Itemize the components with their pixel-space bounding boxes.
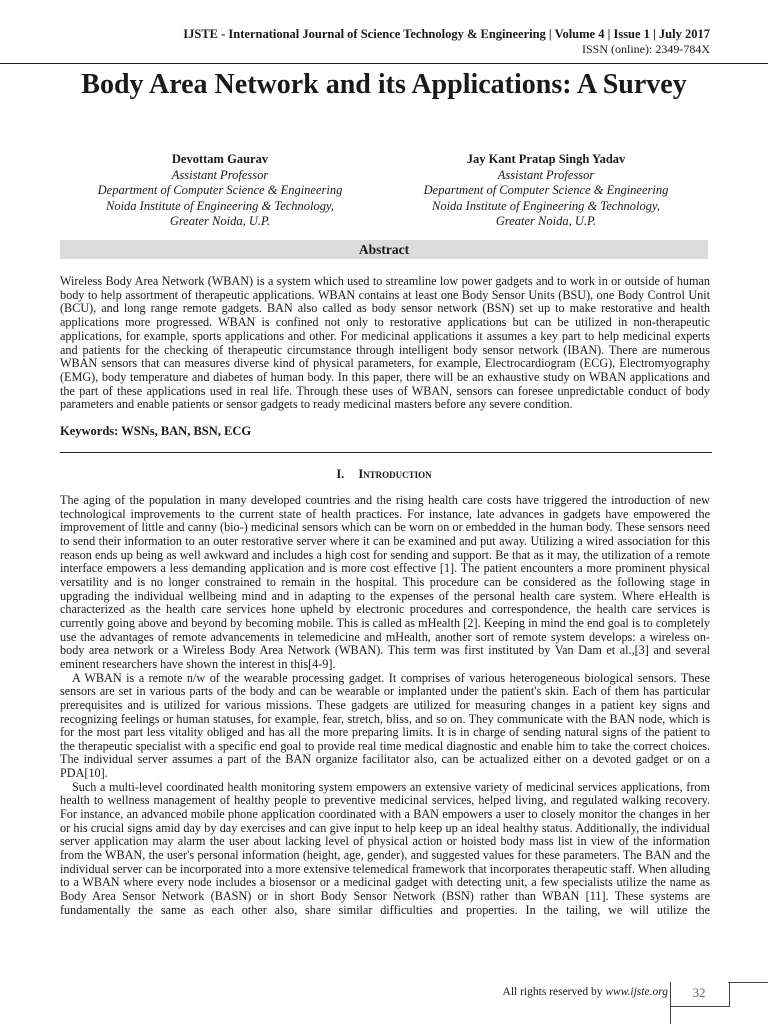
footer-tick (670, 1006, 671, 1024)
header-rule (0, 63, 768, 64)
paper-title: Body Area Network and its Applications: A Survey (81, 69, 687, 100)
author-name: Jay Kant Pratap Singh Yadav (466, 152, 626, 166)
journal-issn: ISSN (online): 2349-784X (582, 42, 710, 56)
author-institute: Noida Institute of Engineering & Technology, (432, 198, 660, 213)
footer-rights (503, 986, 668, 998)
author-name: Devottam Gaurav (171, 152, 269, 166)
abstract-text: Wireless Body Area Network (WBAN) is a system which used to streamline low power gadgets and to work in or outside of human body to help assortment of therapeutic applications. WBAN contains at least one Body Sensor Units (BSU), one Body Control Unit (BCU), and long range remote gadgets. BAN also called as body sensor network (BSN) set up to make restorative and health applications more progressed. WBAN is confined not only to restorative applications but can be utilized in non-therapeutic applications, for example, sports applications and other. For medicinal applications it assumes a key part to help medicinal experts and patients for the checking of therapeutic circumstance through intelligent body sensor network (IBAN). There are numerous WBAN sensors that can measures diverse kind of physical parameters, for example, Electrocardiogram (ECG), Electromyography (EMG), body temperature and diabetes of human body. In this paper, there will be an exhaustive study on WBAN applications and the part of these applications used in real life. Through these uses of WBAN, sensors can foresee unpredictable conduct of body parameters and enable patients or sensor gadgets to ready medicinal masters before any severe condition. (60, 274, 710, 412)
page-number: 32 (692, 985, 706, 1000)
body-paragraph: Such a multi-level coordinated health monitoring system empowers an extensive variety of medicinal services applications, from health to wellness management of healthy people to preventive medicinal services, helped living, and regulated walking recovery. For instance, an advanced mobile phone application coordinated with a BAN empowers a user to closely monitor the changes in her or his crucial signs amid day by day exercises and can give input to help keep up an ideal healthy status. Additionally, the individual server application may alarm the user about lacking level of physical action or hoisted body mass list in view of the information from the WBAN, the user's personal information (height, age, gender), and suggested values for these parameters. The BAN and the individual server can be incorporated into a more extensive telemedical framework that incorporates therapeutic staff. When alluding to a WBAN where every node includes a biosensor or a medicinal gadget with detecting unit, a few specialists utilize the name as Body Area Sensor Network (BASN) or in short Body Sensor Network (BSN) rather than WBAN [11]. These systems are fundamentally the same as each other also, share similar difficulties and properties. In the tailing, we will utilize the (60, 779, 710, 917)
author-department: Department of Computer Science & Engineering (423, 183, 669, 197)
footer-rule (728, 982, 768, 983)
author-city: Greater Noida, U.P. (169, 214, 271, 228)
author-role: Assistant Professor (171, 167, 269, 182)
section-title: Introduction (358, 467, 432, 481)
abstract-heading: Abstract (60, 240, 708, 259)
journal-header (183, 27, 710, 57)
body-paragraph: A WBAN is a remote n/w of the wearable processing gadget. It comprises of various heterogeneous biological sensors. These sensors are set in various parts of the body and can be wearable or implanted under the patient's skin. Each of them has particular prerequisites and is utilized for various missions. These gadgets are utilized for measuring changes in a patient key signs and recognizing feelings or human statuses, for example, fear, stretch, bliss, and so on. They communicate with the BAN node, which is for the most part less vitality obliged and has all the more preparing limits. It is in charge of sending natural signs of the patient to the therapeutic specialist with a specific end goal to provide real time medical diagnostic and enable him to take the correct choices. The individual server assumes a part of the BAN organize facilitator also, can be actualized either on a devoted gadget or on a PDA[10]. (60, 670, 710, 781)
journal-citation: IJSTE - International Journal of Science Technology & Engineering | Volume 4 | Issue 1 | July 2017 (183, 27, 710, 41)
section-divider (60, 452, 712, 453)
author-city: Greater Noida, U.P. (495, 214, 597, 228)
keywords: Keywords: WSNs, BAN, BSN, ECG (60, 424, 252, 438)
author-block-1 (70, 152, 370, 230)
body-text (60, 494, 710, 917)
body-paragraph: The aging of the population in many developed countries and the rising health care costs have triggered the introduction of new technological improvements to the current state of health practices. For instance, late advances in gadgets have empowered the improvement of little and canny (bio-) medicinal sensors which can be worn on or embedded in the human body. These sensors need to send their information to an outer restorative server where it can be examined and put away. Utilizing a wired association for this reason ends up being as well awkward and includes a high cost for sending and support. Be that as it may, the utilization of a remote interface empowers a less demanding application and is more cost effective [1]. The patient encounters a more prominent physical versatility and is no longer constrained to remain in the hospital. This procedure can be considered as the following stage in upgrading the individual wellbeing mind and in adapting to the expenses of the personal health care system. Where eHealth is characterized as the health care services hone upheld by electronic procedures and correspondence, the health care services is currently going above and beyond by becoming mobile. This is called as mHealth [2]. Keeping in mind the end goal is to completely use the advantages of remote advancements in telemedicine and mHealth, another sort of remote system develops: a wireless on-body area network or a Wireless Body Area Network (WBAN). This term was first instituted by Van Dam et al.,[3] and several eminent researchers have shown the interest in this[4-9]. (60, 493, 710, 671)
author-role: Assistant Professor (497, 167, 595, 182)
section-number: I. (336, 467, 345, 481)
page-footer (0, 982, 768, 1024)
author-department: Department of Computer Science & Engineering (97, 183, 343, 197)
author-block-2 (396, 152, 696, 230)
footer-rights-label: All rights reserved by (502, 986, 603, 998)
author-institute: Noida Institute of Engineering & Technology, (106, 198, 334, 213)
footer-site-link[interactable]: www.ijste.org (605, 986, 668, 998)
section-heading (60, 467, 708, 482)
